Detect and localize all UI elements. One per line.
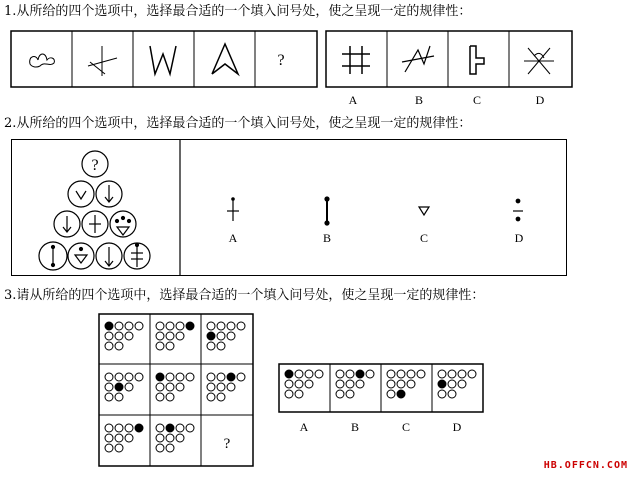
dot [227,322,235,330]
option-c-figure [470,46,484,74]
dot [336,390,344,398]
q2-option-d-label[interactable]: D [514,231,524,245]
dot [397,370,405,378]
dot [448,380,456,388]
dot [115,424,123,432]
dot [176,424,184,432]
dot [387,380,395,388]
dot [135,424,143,432]
dot [295,390,303,398]
q2-option-a-label[interactable]: A [228,231,238,245]
question-1-figures [10,30,632,90]
dot [125,424,133,432]
dot [186,322,194,330]
dot [156,424,164,432]
dot [448,370,456,378]
dot [366,370,374,378]
sequence-question-mark: ? [277,52,285,69]
dot [387,370,395,378]
dot [115,444,123,452]
grid-cell-2-0 [105,424,143,452]
dot [407,380,415,388]
dot [207,383,215,391]
grid-cell-1-1 [156,373,194,401]
grid-cell-1-2 [207,373,245,401]
q1-option-a-label[interactable]: A [348,93,358,107]
dot [166,342,174,350]
dot [176,373,184,381]
dot [115,393,123,401]
dot [125,373,133,381]
dot [115,322,123,330]
question-2-figures [11,139,567,276]
dot [207,393,215,401]
q1-option-c-label[interactable]: C [472,93,481,107]
dot [227,383,235,391]
dot [217,393,225,401]
dot [468,370,476,378]
dot [387,390,395,398]
dot [176,434,184,442]
dot [156,444,164,452]
dot [438,380,446,388]
option-cell-3 [438,370,476,398]
dot [166,434,174,442]
question-3-options [278,363,486,415]
dot [315,370,323,378]
dot [166,332,174,340]
pyramid-symbols [52,185,144,267]
option-d-figure [524,48,554,74]
dot [217,332,225,340]
dot [227,332,235,340]
dot [105,444,113,452]
dot [135,322,143,330]
q3-option-d-label[interactable]: D [452,420,462,434]
sequence-figure-4 [212,44,238,74]
dot [115,373,123,381]
dot [217,322,225,330]
dot [305,380,313,388]
question-2-title: 2.从所给的四个选项中，选择最合适的一个填入问号处，使之呈现一定的规律性： [4,116,472,131]
dot [336,370,344,378]
dot [397,390,405,398]
dot [156,332,164,340]
dot [438,390,446,398]
dot [105,332,113,340]
dot [217,342,225,350]
dot [285,390,293,398]
grid-cell-0-0 [105,322,143,350]
q2-options [227,197,523,225]
dot [356,380,364,388]
pyramid-question-mark: ? [91,157,99,174]
dot [105,342,113,350]
dot [285,380,293,388]
dot [105,424,113,432]
dot [285,370,293,378]
dot [125,434,133,442]
dot [448,390,456,398]
grid-cell-0-1 [156,322,194,350]
dot [156,322,164,330]
dot [115,342,123,350]
option-cell-0 [285,370,323,398]
dot [207,322,215,330]
dot [295,370,303,378]
grid-cell-0-2 [207,322,245,350]
dot [207,342,215,350]
option-cell-2 [387,370,425,398]
dot [407,370,415,378]
dot [115,332,123,340]
q1-option-b-label[interactable]: B [414,93,423,107]
dot [207,332,215,340]
dot [125,322,133,330]
dot [115,383,123,391]
option-b-figure [402,46,434,72]
dot [217,383,225,391]
dot [186,373,194,381]
dot [105,393,113,401]
grid-question-mark: ? [223,436,231,452]
dot [156,373,164,381]
dot [438,370,446,378]
q3-option-b-label[interactable]: B [350,420,359,434]
dot [105,373,113,381]
dot [166,373,174,381]
option-a-figure [342,46,370,74]
dot [156,342,164,350]
question-3-title: 3.请从所给的四个选项中，选择最合适的一个填入问号处，使之呈现一定的规律性： [4,288,485,303]
dot [237,373,245,381]
dot [156,393,164,401]
dot [207,373,215,381]
dot [176,322,184,330]
dot [125,383,133,391]
q3-option-c-label[interactable]: C [401,420,410,434]
dot [166,444,174,452]
q3-option-a-label[interactable]: A [299,420,309,434]
option-cell-1 [336,370,374,398]
dot [346,380,354,388]
dot [397,380,405,388]
dot [176,383,184,391]
dot [105,383,113,391]
dot [176,332,184,340]
dot [237,322,245,330]
options-box [326,31,572,87]
sequence-figure-2 [88,46,117,76]
dot [305,370,313,378]
dot [166,424,174,432]
grid-cell-2-1 [156,424,194,452]
dot [417,370,425,378]
question-1-title: 1.从所给的四个选项中，选择最合适的一个填入问号处，使之呈现一定的规律性： [4,4,472,19]
dot [105,434,113,442]
dot [227,373,235,381]
watermark: HB.OFFCN.COM [543,460,628,471]
dot [156,434,164,442]
question-3-grid [98,313,258,469]
dot [125,332,133,340]
q2-option-b-label[interactable]: B [322,231,331,245]
dot [166,322,174,330]
dot [115,434,123,442]
dot [217,373,225,381]
dot [186,424,194,432]
dot [458,370,466,378]
dot [346,370,354,378]
dot [166,383,174,391]
sequence-figure-3 [150,46,176,74]
dot [166,393,174,401]
q1-option-d-label[interactable]: D [535,93,545,107]
dot [105,322,113,330]
sequence-figure-1 [30,54,55,67]
dot [458,380,466,388]
dot [156,383,164,391]
dot [346,390,354,398]
dot [295,380,303,388]
dot [135,373,143,381]
grid-cell-1-0 [105,373,143,401]
dot [336,380,344,388]
q2-option-c-label[interactable]: C [419,231,428,245]
dot [356,370,364,378]
